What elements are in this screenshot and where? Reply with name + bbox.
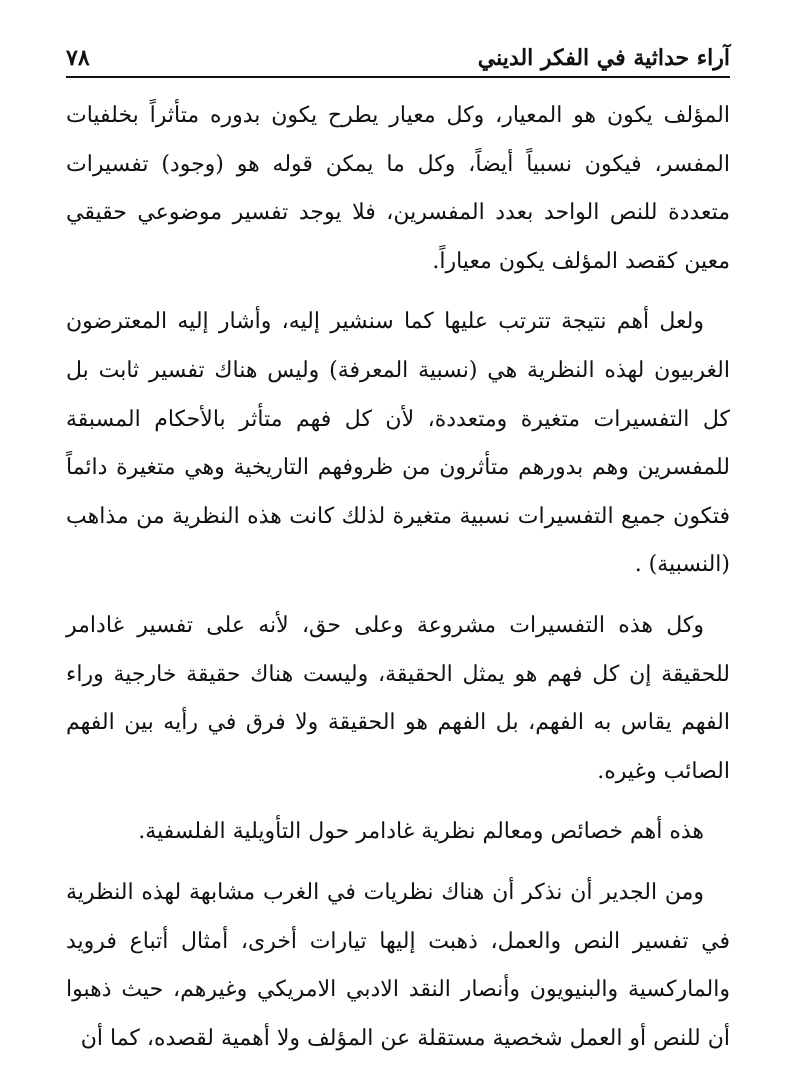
page-number: ٧٨ (66, 45, 90, 71)
paragraph-3: وكل هذه التفسيرات مشروعة وعلى حق، لأنه على تفسير غادامر للحقيقة إن كل فهم هو يمثل الحقيقة، وليست هناك حقيقة خارجية وراء الفهم يقاس به الفهم، بل الفهم هو الحقيقة ولا فرق في رأيه بين الفهم الصائب وغيره. (66, 612, 730, 784)
header-title: آراء حداثية في الفكر الديني (477, 45, 730, 71)
paragraph-2: ولعل أهم نتيجة تترتب عليها كما سنشير إليه، وأشار إليه المعترضون الغربيون لهذه النظرية هي (نسبية المعرفة) وليس هناك تفسير ثابت بل كل التفسيرات متغيرة ومتعددة، لأن كل فهم متأثر بالأحكام المسبقة للمفسرين وهم بدورهم متأثرون من ظروفهم التاريخية وهي متغيرة دائماً فتكون جميع التفسيرات نسبية متغيرة لذلك كانت هذه النظرية من مذاهب (النسبية) . (66, 309, 730, 578)
paragraph-5: ومن الجدير أن نذكر أن هناك نظريات في الغرب مشابهة لهذه النظرية في تفسير النص والعمل، ذهبت إليها تيارات أخرى، أمثال أتباع فرويد والماركسية والبنيويون وأنصار النقد الادبي الامريكي وغيرهم، حيث ذهبوا أن للنص أو العمل شخصية مستقلة عن المؤلف ولا أهمية لقصده، كما أن (66, 879, 730, 1051)
header-divider (66, 76, 730, 78)
running-header (66, 36, 730, 72)
paragraph-1: المؤلف يكون هو المعيار، وكل معيار يطرح يكون بدوره متأثراً بخلفيات المفسر، فيكون نسبياً أيضاً، وكل ما يمكن قوله هو (وجود) تفسيرات متعددة للنص الواحد بعدد المفسرين، فلا يوجد تفسير موضوعي حقيقي معين كقصد المؤلف يكون معياراً. (66, 103, 730, 274)
body-text (66, 92, 730, 1075)
paragraph-4: هذه أهم خصائص ومعالم نظرية غادامر حول التأويلية الفلسفية. (138, 819, 704, 845)
